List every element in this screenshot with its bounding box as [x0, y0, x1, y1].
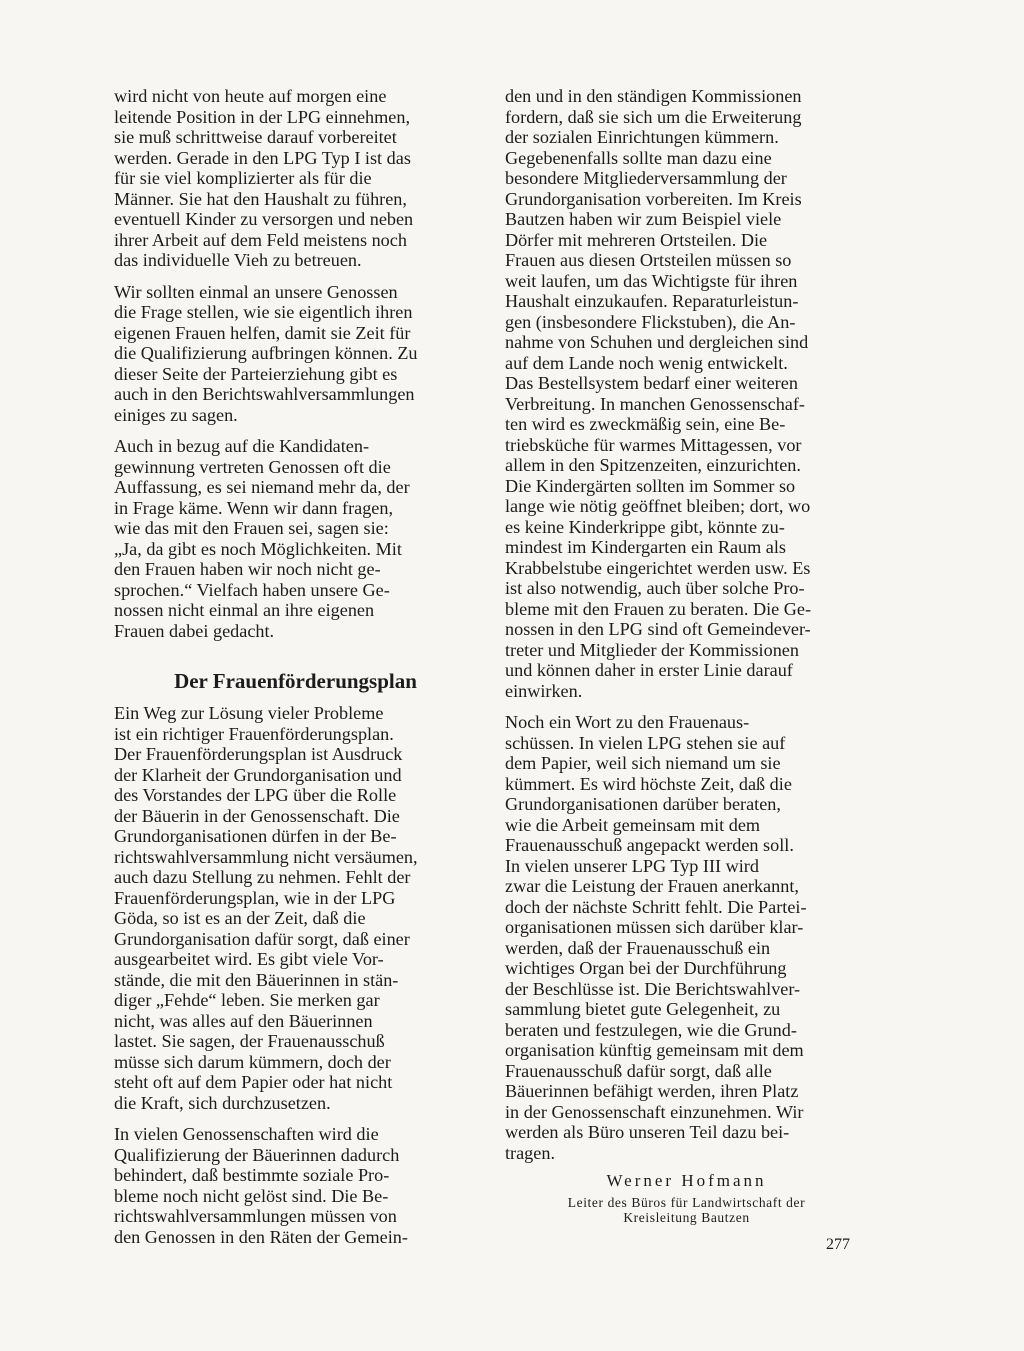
author-affiliation: Leiter des Büros für Landwirtschaft der Kreisleitung Bautzen	[567, 1195, 806, 1225]
paragraph: Auch in bezug auf die Kandidaten- gewinnung vertreten Genossen oft die Auffassung, es sei niemand mehr da, der in Frage käme. Wenn wir dann fragen, wie das mit den Frauen sei, sagen sie: „Ja, da gibt es noch Möglichkeiten. Mit den Frauen haben wir noch nicht ge- sprochen.“ Vielfach haben unsere Ge- nossen nicht einmal an ihre eigenen Frauen dabei gedacht.	[114, 436, 410, 641]
author-signature: Werner Hofmann	[606, 1171, 767, 1190]
paragraph: wird nicht von heute auf morgen eine leitende Position in der LPG einnehmen, sie muß schrittweise darauf vorbereitet werden. Gerade in den LPG Typ I ist das für sie viel komplizierter als für die Männer. Sie hat den Haushalt zu führen, eventuell Kinder zu versorgen und neben ihrer Arbeit auf dem Feld meistens noch das individuelle Vieh zu betreuen.	[114, 86, 414, 270]
right-column	[505, 86, 868, 1225]
page-number: 277	[826, 1236, 850, 1253]
left-column	[114, 86, 477, 1247]
section-heading: Der Frauenförderungsplan	[174, 669, 417, 693]
paragraph: Wir sollten einmal an unsere Genossen die Frage stellen, wie sie eigentlich ihren eigenen Frauen helfen, damit sie Zeit für die Qualifizierung aufbringen können. Zu dieser Seite der Parteierziehung gibt es auch in den Berichtswahlversammlungen einiges zu sagen.	[114, 281, 418, 425]
paragraph: den und in den ständigen Kommissionen fordern, daß sie sich um die Erweiterung der sozialen Einrichtungen kümmern. Gegebenenfalls sollte man dazu eine besondere Mitgliederversammlung der Grundorganisation vorbereiten. Im Kreis Bautzen haben wir zum Beispiel viele Dörfer mit mehreren Ortsteilen. Die Frauen aus diesen Ortsteilen müssen so weit laufen, um das Wichtigste für ihren Haushalt einzukaufen. Reparaturleistun- gen (insbesondere Flickstuben), die An- nahme von Schuhen und dergleichen sind auf dem Lande noch wenig entwickelt. Das Bestellsystem bedarf einer weiteren Verbreitung. In manchen Genossenschaf- ten wird es zweckmäßig sein, eine Be- triebsküche für warmes Mittagessen, vor allem in den Spitzenzeiten, einzurichten. Die Kindergärten sollten im Sommer so lange wie nötig geöffnet bleiben; dort, wo es keine Kinderkrippe gibt, könnte zu- mindest im Kindergarten ein Raum als Krabbelstube eingerichtet werden usw. Es ist also notwendig, auch über solche Pro- bleme mit den Frauen zu beraten. Die Ge- nossen in den LPG sind oft Gemeindever- treter und Mitglieder der Kommissionen und können daher in erster Linie darauf einwirken.	[505, 86, 812, 701]
paragraph: In vielen Genossenschaften wird die Qualifizierung der Bäuerinnen dadurch behindert, daß bestimmte soziale Pro- bleme noch nicht gelöst sind. Die Be- richtswahlversammlungen müssen von den Genossen in den Räten der Gemein-	[114, 1124, 408, 1247]
paragraph: Noch ein Wort zu den Frauenaus- schüssen. In vielen LPG stehen sie auf dem Papier, weil sich niemand um sie kümmert. Es wird höchste Zeit, daß die Grundorganisationen darüber beraten, wie die Arbeit gemeinsam mit dem Frauenausschuß angepackt werden soll. In vielen unserer LPG Typ III wird zwar die Leistung der Frauen anerkannt, doch der nächste Schritt fehlt. Die Partei- organisationen müssen sich darüber klar- werden, daß der Frauenausschuß ein wichtiges Organ bei der Durchführung der Beschlüsse ist. Die Berichtswahlver- sammlung bietet gute Gelegenheit, zu beraten und festzulegen, wie die Grund- organisation künftig gemeinsam mit dem Frauenausschuß dafür sorgt, daß alle Bäuerinnen befähigt werden, ihren Platz in der Genossenschaft einzunehmen. Wir werden als Büro unseren Teil dazu bei- tragen.	[505, 712, 807, 1163]
paragraph: Ein Weg zur Lösung vieler Probleme ist ein richtiger Frauenförderungsplan. Der Frauenförderungsplan ist Ausdruck der Klarheit der Grundorganisation und des Vorstandes der LPG über die Rolle der Bäuerin in der Genossenschaft. Die Grundorganisationen dürfen in der Be- richtswahlversammlung nicht versäumen, auch dazu Stellung zu nehmen. Fehlt der Frauenförderungsplan, wie in der LPG Göda, so ist es an der Zeit, daß die Grundorganisation dafür sorgt, daß einer ausgearbeitet wird. Es gibt viele Vor- stände, die mit den Bäuerinnen in stän- diger „Fehde“ leben. Sie merken gar nicht, was alles auf den Bäuerinnen lastet. Sie sagen, der Frauenausschuß müsse sich darum kümmern, doch der steht oft auf dem Papier oder hat nicht die Kraft, sich durchzusetzen.	[114, 703, 418, 1113]
